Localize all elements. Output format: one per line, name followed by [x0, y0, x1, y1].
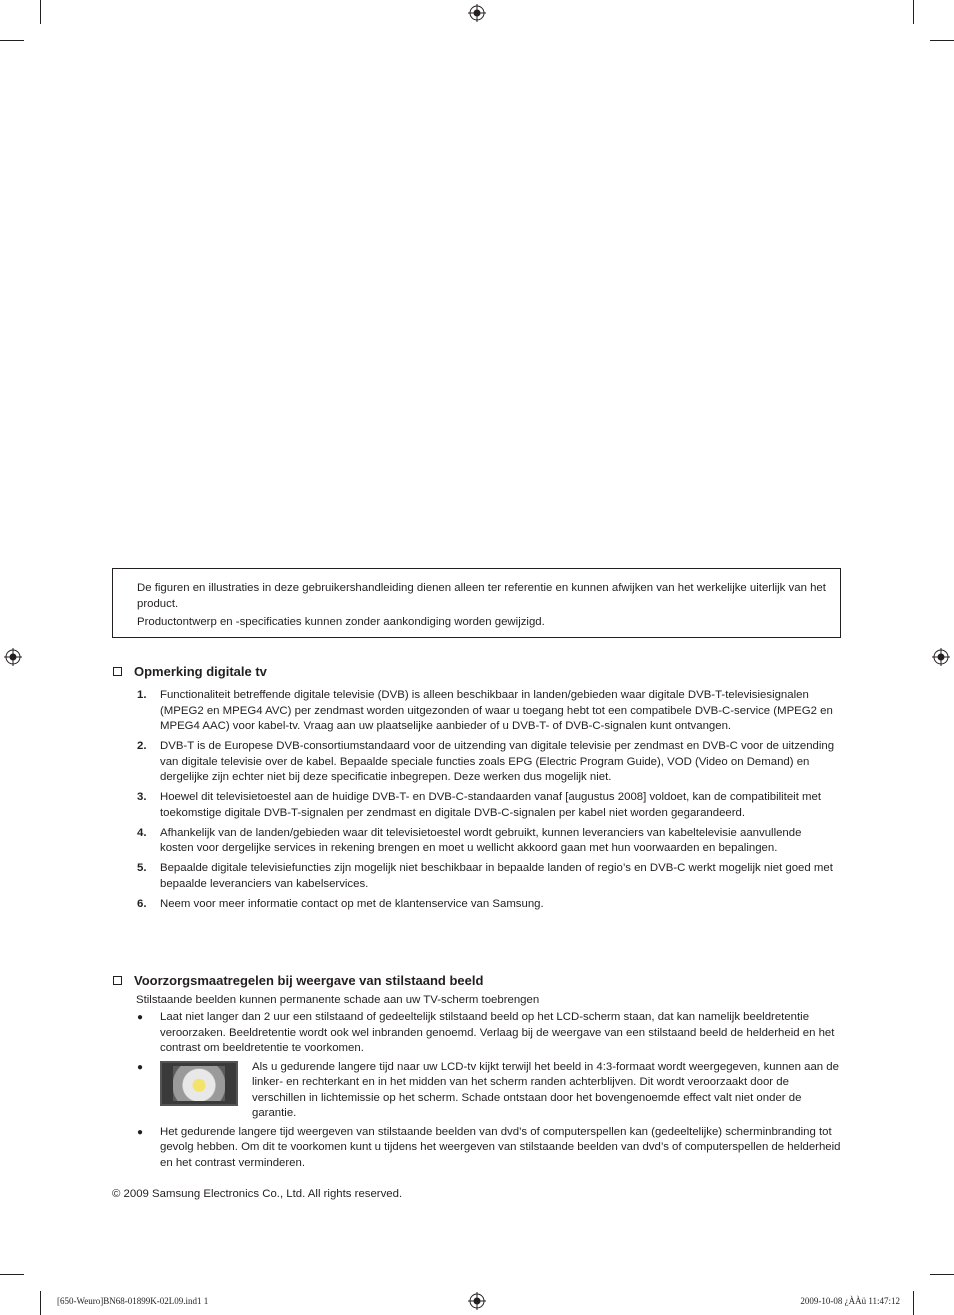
copyright-notice: © 2009 Samsung Electronics Co., Ltd. All rights reserved. [112, 1188, 403, 1200]
section-intro: Stilstaande beelden kunnen permanente schade aan uw TV-scherm toebrengen [136, 994, 540, 1006]
list-item [137, 1060, 843, 1122]
disclaimer-box [112, 568, 841, 638]
list-text: Het gedurende langere tijd weergeven van stilstaande beelden van dvd’s of computerspellen kan (gedeeltelijke) scherminbranding tot gevolg hebben. Om dit te voorkomen kunt u tijdens het weergeven van stilstaande beelden van dvd’s of computerspellen de helderheid en het contrast verminderen. [160, 1125, 841, 1169]
disclaimer-line: De figuren en illustraties in deze gebruikershandleiding dienen alleen ter referentie en kunnen afwijken van het werkelijke uiterlijk van het product. [137, 582, 826, 610]
list-number: 4. [137, 826, 147, 839]
list-item [137, 897, 837, 913]
numbered-list [137, 688, 837, 917]
list-text: Afhankelijk van de landen/gebieden waar dit televisietoestel wordt gebruikt, kunnen leveranciers van kabeltelevisie aanvullende kosten voor dergelijke services in rekening brengen en moet u wellicht akkoord gaan met hun voorwaarden en bepalingen. [160, 826, 802, 854]
list-text-with-image [160, 1060, 843, 1122]
list-number: 3. [137, 791, 147, 803]
flower-icon [173, 1066, 225, 1101]
bullet-list [137, 1010, 843, 1174]
section-title: Opmerking digitale tv [134, 664, 267, 679]
list-item [137, 861, 837, 892]
print-slug-right: 2009-10-08 ¿ÀÀü 11:47:12 [800, 1296, 900, 1306]
list-text: Hoewel dit televisietoestel aan de huidige DVB-T- en DVB-C-standaarden vanaf [augustus 2008] voldoet, kan de compatibiliteit met toekomstige digitale DVB-T-signalen per zendmast en digitale DVB-C-signalen per kabel niet worden gegarandeerd. [160, 791, 822, 819]
list-item [137, 790, 837, 821]
list-text: Als u gedurende langere tijd naar uw LCD-tv kijkt terwijl het beeld in 4:3-formaat wordt weergegeven, kunnen aan de linker- en rechterkant en in het midden van het scherm randen achterblijven. Dit wordt veroorzaakt door de verschillen in lichtemissie op het scherm. Schade ontstaan door het bovengenoemde effect valt niet onder de garantie. [252, 1060, 839, 1119]
crop-mark [40, 0, 41, 24]
list-number: 5. [137, 862, 147, 874]
list-text: Bepaalde digitale televisiefuncties zijn mogelijk niet beschikbaar in bepaalde landen of regio’s en DVB-C werkt mogelijk niet goed met bepaalde leveranciers van kabelservices. [160, 862, 833, 890]
list-text: DVB-T is de Europese DVB-consortiumstandaard voor de uitzending van digitale televisie per zendmast en DVB-C voor de uitzending van digitale televisie over de kabel. Bepaalde speciale functies zoals EPG (Electric Program Guide), VOD (Video on Demand) en dergelijke zijn echter niet bij deze specificatie inbegrepen. Deze werken dus mogelijk niet. [160, 740, 835, 783]
crop-mark [913, 0, 914, 24]
registration-mark-icon [4, 648, 22, 666]
section-heading-still-image [113, 973, 483, 988]
list-item [137, 739, 837, 786]
crop-mark [40, 1291, 41, 1315]
list-number: 2. [137, 740, 147, 752]
list-item [137, 688, 837, 735]
bullet-icon: ● [137, 1061, 144, 1073]
disclaimer-line: Productontwerp en -specificaties kunnen zonder aankondiging worden gewijzigd. [137, 616, 545, 628]
bullet-icon: ● [137, 1012, 144, 1023]
list-item [137, 1010, 843, 1057]
crop-mark [913, 1291, 914, 1315]
list-text: Functionaliteit betreffende digitale televisie (DVB) is alleen beschikbaar in landen/gebieden waar digitale DVB-T-televisiesignalen (MPEG2 en MPEG4 AVC) per zendmast worden uitgezonden of waar u toegang hebt tot een compatibele DVB-C-service (MPEG2 en MPEG4 AAC) voor kabel-tv. Vraag aan uw plaatselijke aanbieder of u DVB-T- of DVB-C-signalen kunt ontvangen. [160, 689, 833, 732]
list-item [137, 1125, 843, 1172]
list-number: 1. [137, 689, 147, 701]
checkbox-square-icon [113, 976, 122, 985]
tv-screen-flower-image [160, 1061, 238, 1106]
list-number: 6. [137, 897, 147, 910]
crop-mark [0, 1274, 24, 1275]
crop-mark [0, 40, 24, 41]
registration-mark-icon [468, 4, 486, 22]
print-slug-left: [650-Weuro]BN68-01899K-02L09.ind1 1 [57, 1296, 209, 1306]
crop-mark [930, 40, 954, 41]
registration-mark-icon [932, 648, 950, 666]
list-item [137, 826, 837, 857]
crop-mark [930, 1274, 954, 1275]
bullet-icon: ● [137, 1126, 144, 1138]
registration-mark-icon [468, 1292, 486, 1310]
list-text: Neem voor meer informatie contact op met de klantenservice van Samsung. [160, 897, 544, 910]
list-text: Laat niet langer dan 2 uur een stilstaand of gedeeltelijk stilstaand beeld op het LCD-scherm staan, dat kan namelijk beeldretentie veroorzaken. Beeldretentie wordt ook wel inbranden genoemd. Verlaag bij de weergave van een stilstaand beeld de helderheid en het contrast om beeldretentie te voorkomen. [160, 1011, 835, 1054]
checkbox-square-icon [113, 667, 122, 676]
section-title: Voorzorgsmaatregelen bij weergave van stilstaand beeld [134, 973, 484, 988]
section-heading-digital-tv [113, 664, 267, 679]
